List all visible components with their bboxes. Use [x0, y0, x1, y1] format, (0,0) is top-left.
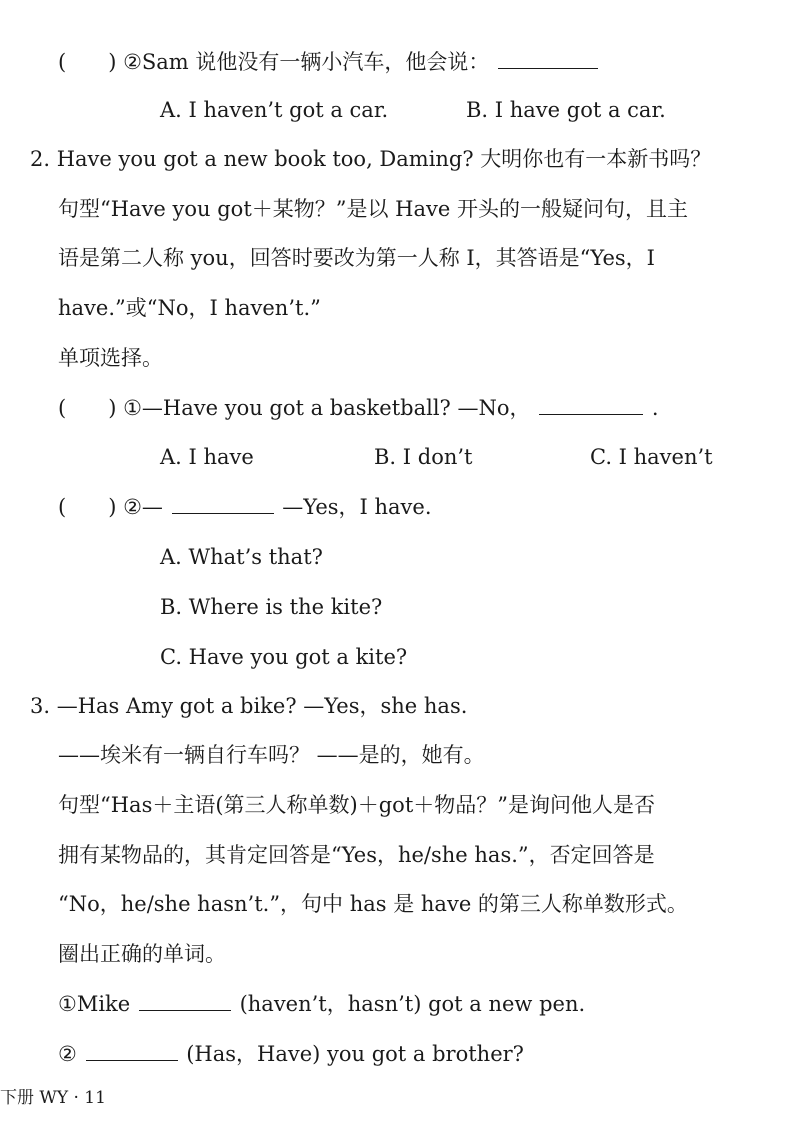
explanation-line: 句型“Have you got＋某物？”是以 Have 开头的一般疑问句，且主	[58, 197, 688, 221]
option-a: A. What’s that?	[160, 545, 323, 569]
explanation-line: 句型“Has＋主语(第三人称单数)＋got＋物品？”是询问他人是否	[58, 793, 655, 817]
explanation-line: 语是第二人称 you，回答时要改为第一人称 I，其答语是“Yes，I	[58, 246, 655, 270]
s3-q1-line	[58, 990, 585, 1018]
s2-q2-line	[58, 493, 432, 521]
explanation-line: have.”或“No，I haven’t.”	[58, 296, 321, 320]
question-stem: ②—	[123, 495, 163, 519]
answer-blank[interactable]	[139, 990, 231, 1011]
task-instruction: 单项选择。	[58, 346, 163, 370]
answer-paren[interactable]: ( )	[58, 495, 117, 519]
section-2-heading: 2. Have you got a new book too, Daming? 大明你也有一本新书吗？	[30, 147, 712, 171]
s3-q2-line	[58, 1040, 524, 1068]
explanation-line: “No，he/she hasn’t.”，句中 has 是 have 的第三人称单数形式。	[58, 892, 688, 916]
question-prefix: ②	[58, 1042, 77, 1066]
section-3-heading: 3. —Has Amy got a bike? —Yes，she has.	[30, 694, 468, 718]
page-footer: 下册 WY · 11	[0, 1088, 106, 1108]
s2-q1-line	[58, 394, 659, 422]
option-c: C. I haven’t	[590, 445, 713, 469]
question-stem: ②Sam 说他没有一辆小汽车，他会说：	[123, 50, 490, 74]
task-instruction: 圈出正确的单词。	[58, 942, 226, 966]
answer-blank[interactable]	[498, 48, 598, 69]
translation-line: ——埃米有一辆自行车吗？ ——是的，她有。	[58, 743, 485, 767]
answer-paren[interactable]: ( )	[58, 50, 117, 74]
stem-end: .	[651, 396, 659, 420]
question-choices: (Has，Have) you got a brother?	[186, 1042, 524, 1066]
question-stem: ①—Have you got a basketball? —No，	[123, 396, 531, 420]
question-choices: (haven’t，hasn’t) got a new pen.	[239, 992, 586, 1016]
option-c: C. Have you got a kite?	[160, 645, 408, 669]
option-b: B. I don’t	[374, 445, 473, 469]
s1-q2-line	[58, 48, 600, 76]
option-a: A. I have	[160, 445, 254, 469]
option-b: B. Where is the kite?	[160, 595, 383, 619]
answer-blank[interactable]	[172, 493, 274, 514]
answer-paren[interactable]: ( )	[58, 396, 117, 420]
option-b: B. I have got a car.	[466, 98, 666, 122]
stem-after: —Yes，I have.	[282, 495, 432, 519]
explanation-line: 拥有某物品的，其肯定回答是“Yes，he/she has.”，否定回答是	[58, 843, 655, 867]
option-a: A. I haven’t got a car.	[160, 98, 389, 122]
answer-blank[interactable]	[539, 394, 643, 415]
question-prefix: ①Mike	[58, 992, 131, 1016]
answer-blank[interactable]	[86, 1040, 178, 1061]
